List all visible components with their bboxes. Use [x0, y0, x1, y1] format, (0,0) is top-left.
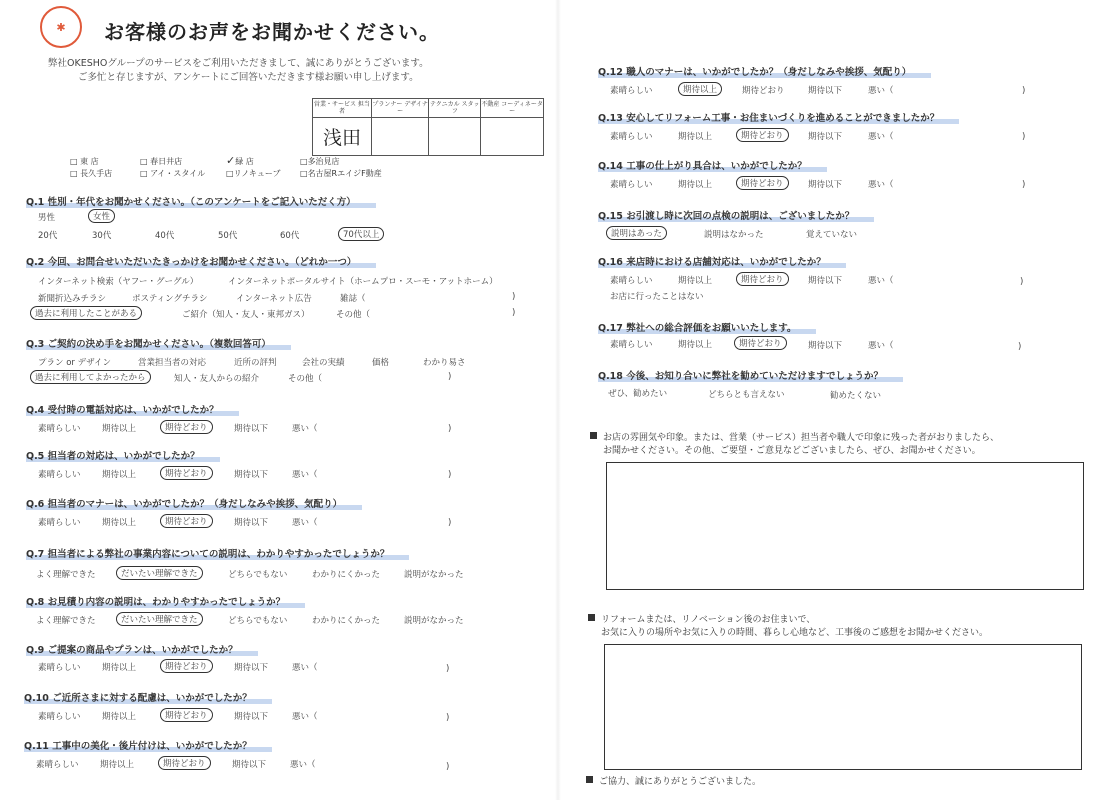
q4-opt-bad[interactable]: 悪い（: [292, 424, 318, 434]
staff-header-planner: プランナー デザイナー: [371, 99, 428, 118]
q1-age-60[interactable]: 60代: [280, 231, 300, 241]
q11-opt-bad[interactable]: 悪い（: [290, 760, 316, 770]
q7-opt-hard[interactable]: わかりにくかった: [312, 570, 381, 580]
q3-opt-friend[interactable]: 知人・友人からの紹介: [174, 374, 260, 384]
q8-opt-none[interactable]: 説明がなかった: [404, 616, 464, 626]
q2-title: Q.2 今回、お問合せいただいたきっかけをお聞かせください。（どれか一つ）: [26, 254, 376, 268]
q11-opt-above[interactable]: 期待以上: [100, 760, 135, 770]
q16-opt-bad[interactable]: 悪い（: [868, 276, 894, 286]
q11-opt-below[interactable]: 期待以下: [232, 760, 267, 770]
staff-planner-field[interactable]: [371, 118, 428, 156]
staff-table: [312, 98, 544, 156]
q17-title: Q.17 弊社への総合評価をお願いいたします。: [598, 320, 816, 334]
store-checkbox-midori[interactable]: ✓緑 店: [226, 154, 254, 167]
q9-opt-bad[interactable]: 悪い（: [292, 663, 318, 673]
q14-opt-bad[interactable]: 悪い（: [868, 180, 894, 190]
q18-opt-not-recommend[interactable]: 勧めたくない: [830, 391, 882, 401]
q6-opt-bad[interactable]: 悪い（: [292, 518, 318, 528]
q2-opt-other[interactable]: その他（: [336, 310, 371, 320]
q11-opt-excellent[interactable]: 素晴らしい: [36, 760, 79, 770]
square-bullet-icon: [586, 776, 593, 783]
q14-opt-expected[interactable]: 期待どおり: [736, 176, 789, 190]
q1-female[interactable]: 女性: [88, 209, 115, 223]
store-checkbox-higashi[interactable]: □ 東 店: [70, 157, 99, 166]
q4-paren: ): [448, 424, 452, 434]
q2-opt-past-use[interactable]: 過去に利用したことがある: [30, 306, 142, 320]
q3-title: Q.3 ご契約の決め手をお聞かせください。（複数回答可）: [26, 336, 291, 350]
q13-opt-bad[interactable]: 悪い（: [868, 132, 894, 142]
q10-opt-below[interactable]: 期待以下: [234, 712, 269, 722]
q2-opt-search[interactable]: インターネット検索（ヤフー・グーグル）: [38, 277, 199, 287]
q3-paren: ): [448, 372, 452, 382]
q1-male[interactable]: 男性: [38, 213, 56, 223]
q14-paren: ): [1022, 180, 1026, 190]
q10-paren: ): [446, 713, 450, 723]
q3-opt-clarity[interactable]: わかり易さ: [423, 358, 466, 368]
q2-paren-2: ): [512, 308, 516, 318]
store-checkbox-tajimi[interactable]: □多治見店: [300, 157, 340, 166]
q11-opt-expected[interactable]: 期待どおり: [158, 756, 211, 770]
q7-opt-neither[interactable]: どちらでもない: [228, 570, 288, 580]
q12-opt-expected[interactable]: 期待どおり: [742, 86, 785, 96]
q1-age-50[interactable]: 50代: [218, 231, 238, 241]
q14-opt-excellent[interactable]: 素晴らしい: [610, 180, 653, 190]
q12-opt-bad[interactable]: 悪い（: [868, 86, 894, 96]
q10-opt-expected[interactable]: 期待どおり: [160, 708, 213, 722]
q12-paren: ): [1022, 86, 1026, 96]
intro-line-1: 弊社OKESHOグループのサービスをご利用いただきまして、誠にありがとうございます。: [48, 58, 429, 69]
q13-opt-expected[interactable]: 期待どおり: [736, 128, 789, 142]
q18-title: Q.18 今後、お知り合いに弊社を勧めていただけますでしょうか？: [598, 368, 903, 382]
received-stamp: ✱: [40, 6, 82, 48]
q3-opt-record[interactable]: 会社の実績: [302, 358, 345, 368]
store-checkbox-renocube[interactable]: □リノキューブ: [226, 169, 281, 178]
staff-name-field[interactable]: 浅田: [313, 118, 372, 156]
store-checkbox-istyle[interactable]: □ アイ・スタイル: [140, 169, 206, 178]
q17-opt-above[interactable]: 期待以上: [678, 340, 713, 350]
q8-opt-well[interactable]: よく理解できた: [36, 616, 96, 626]
intro-line-2: ご多忙と存じますが、アンケートにご回答いただきます様お願い申し上げます。: [78, 72, 419, 83]
q5-opt-expected[interactable]: 期待どおり: [160, 466, 213, 480]
q7-opt-well[interactable]: よく理解できた: [36, 570, 96, 580]
q12-title: Q.12 職人のマナーは、いかがでしたか？（身だしなみや挨拶、気配り）: [598, 64, 931, 78]
q2-opt-referral[interactable]: ご紹介（知人・友人・東邦ガス）: [182, 310, 310, 320]
q14-opt-below[interactable]: 期待以下: [808, 180, 843, 190]
q17-opt-bad[interactable]: 悪い（: [868, 341, 894, 351]
q16-opt-excellent[interactable]: 素晴らしい: [610, 276, 653, 286]
q5-title: Q.5 担当者の対応は、いかがでしたか？: [26, 448, 220, 462]
q16-title: Q.16 来店時における店舗対応は、いかがでしたか？: [598, 254, 846, 268]
q1-title: Q.1 性別・年代をお聞かせください。（このアンケートをご記入いただく方）: [26, 194, 376, 208]
q2-paren-1: ): [512, 292, 516, 302]
q14-opt-above[interactable]: 期待以上: [678, 180, 713, 190]
q15-opt-dont-remember[interactable]: 覚えていない: [806, 230, 858, 240]
check-mark-icon: ✓: [226, 154, 236, 167]
q16-opt-below[interactable]: 期待以下: [808, 276, 843, 286]
q12-opt-above[interactable]: 期待以上: [678, 82, 722, 96]
thanks-message: ご協力、誠にありがとうございました。: [586, 776, 761, 789]
q4-opt-above[interactable]: 期待以上: [102, 424, 137, 434]
staff-header-realestate: 不動産 コーディネーター: [481, 99, 544, 118]
q15-opt-explained[interactable]: 説明はあった: [606, 226, 667, 240]
q16-paren: ): [1020, 277, 1024, 287]
q15-title: Q.15 お引渡し時に次回の点検の説明は、ございましたか？: [598, 208, 874, 222]
q13-opt-excellent[interactable]: 素晴らしい: [610, 132, 653, 142]
q11-paren: ): [446, 762, 450, 772]
page-title: お客様のお声をお聞かせください。: [104, 20, 440, 44]
q6-opt-expected[interactable]: 期待どおり: [160, 514, 213, 528]
q4-opt-excellent[interactable]: 素晴らしい: [38, 424, 81, 434]
q2-opt-posting[interactable]: ポスティングチラシ: [132, 294, 208, 304]
q2-opt-portal[interactable]: インターネットポータルサイト（ホームプロ・スーモ・アットホーム）: [228, 277, 498, 287]
q18-opt-recommend[interactable]: ぜひ、勧めたい: [608, 389, 668, 399]
page-fold: [555, 0, 561, 800]
q13-paren: ): [1022, 132, 1026, 142]
store-checkbox-nagakute[interactable]: □ 長久手店: [70, 169, 113, 178]
q16-opt-never-visited[interactable]: お店に行ったことはない: [610, 292, 704, 302]
comment1-textbox[interactable]: [606, 462, 1084, 590]
store-checkbox-nagoya[interactable]: □名古屋RエイジF動産: [300, 169, 382, 178]
q17-opt-expected[interactable]: 期待どおり: [734, 336, 787, 350]
q13-title: Q.13 安心してリフォーム工事・お住まいづくりを進めることができましたか？: [598, 110, 959, 124]
q14-title: Q.14 工事の仕上がり具合は、いかがでしたか？: [598, 158, 827, 172]
q9-paren: ): [446, 664, 450, 674]
q1-age-20[interactable]: 20代: [38, 231, 58, 241]
square-bullet-icon: [588, 614, 595, 621]
q6-paren: ): [448, 518, 452, 528]
q9-opt-expected[interactable]: 期待どおり: [160, 659, 213, 673]
comment2-textbox[interactable]: [604, 644, 1082, 770]
q8-opt-hard[interactable]: わかりにくかった: [312, 616, 381, 626]
q8-title: Q.8 お見積り内容の説明は、わかりやすかったでしょうか？: [26, 594, 305, 608]
q5-paren: ): [448, 470, 452, 480]
q9-title: Q.9 ご提案の商品やプランは、いかがでしたか？: [26, 642, 258, 656]
q11-title: Q.11 工事中の美化・後片付けは、いかがでしたか？: [24, 738, 272, 752]
comment1-prompt: お店の雰囲気や印象。または、営業（サービス）担当者や職人で印象に残った者がおりましたら、 お聞かせください。その他、ご要望・ご意見などございましたら、ぜひ、お聞かせください。: [590, 432, 999, 458]
square-bullet-icon: [590, 432, 597, 439]
q1-age-40[interactable]: 40代: [155, 231, 175, 241]
q12-opt-excellent[interactable]: 素晴らしい: [610, 86, 653, 96]
q10-opt-bad[interactable]: 悪い（: [292, 712, 318, 722]
q16-opt-expected[interactable]: 期待どおり: [736, 272, 789, 286]
q3-opt-price[interactable]: 価格: [372, 358, 390, 368]
q8-opt-mostly[interactable]: だいたい理解できた: [116, 612, 203, 626]
q6-opt-above[interactable]: 期待以上: [102, 518, 137, 528]
q17-opt-below[interactable]: 期待以下: [808, 341, 843, 351]
comment2-prompt: リフォームまたは、リノベーション後のお住まいで、 お気に入りの場所やお気に入りの時間、暮らし心地など、工事後のご感想をお聞かせください。: [588, 614, 988, 640]
q9-opt-below[interactable]: 期待以下: [234, 663, 269, 673]
q13-opt-below[interactable]: 期待以下: [808, 132, 843, 142]
q6-title: Q.6 担当者のマナーは、いかがでしたか？（身だしなみや挨拶、気配り）: [26, 496, 362, 510]
q10-title: Q.10 ご近所さまに対する配慮は、いかがでしたか？: [24, 690, 272, 704]
q7-opt-mostly[interactable]: だいたい理解できた: [116, 566, 203, 580]
staff-realestate-field[interactable]: [481, 118, 544, 156]
q10-opt-excellent[interactable]: 素晴らしい: [38, 712, 81, 722]
q5-opt-above[interactable]: 期待以上: [102, 470, 137, 480]
staff-header-sales: 営業・サービス 担当者: [313, 99, 372, 118]
q6-opt-excellent[interactable]: 素晴らしい: [38, 518, 81, 528]
q1-age-30[interactable]: 30代: [92, 231, 112, 241]
q5-opt-below[interactable]: 期待以下: [234, 470, 269, 480]
q6-opt-below[interactable]: 期待以下: [234, 518, 269, 528]
q4-title: Q.4 受付時の電話対応は、いかがでしたか？: [26, 402, 239, 416]
q13-opt-above[interactable]: 期待以上: [678, 132, 713, 142]
staff-header-technical: テクニカル スタッフ: [429, 99, 481, 118]
q17-paren: ): [1018, 342, 1022, 352]
q4-opt-expected[interactable]: 期待どおり: [160, 420, 213, 434]
q3-opt-other[interactable]: その他（: [288, 374, 323, 384]
q8-opt-neither[interactable]: どちらでもない: [228, 616, 288, 626]
q2-opt-flyer[interactable]: 新聞折込みチラシ: [38, 294, 107, 304]
q3-opt-plan[interactable]: プラン or デザイン: [38, 358, 112, 368]
q7-opt-none[interactable]: 説明がなかった: [404, 570, 464, 580]
q10-opt-above[interactable]: 期待以上: [102, 712, 137, 722]
q15-opt-not-explained[interactable]: 説明はなかった: [704, 230, 764, 240]
q5-opt-bad[interactable]: 悪い（: [292, 470, 318, 480]
q9-opt-above[interactable]: 期待以上: [102, 663, 137, 673]
q2-opt-netad[interactable]: インターネット広告: [236, 294, 312, 304]
q9-opt-excellent[interactable]: 素晴らしい: [38, 663, 81, 673]
q1-age-70plus[interactable]: 70代以上: [338, 227, 384, 241]
q3-opt-reputation[interactable]: 近所の評判: [234, 358, 277, 368]
q16-opt-above[interactable]: 期待以上: [678, 276, 713, 286]
q2-opt-magazine[interactable]: 雑誌（: [340, 294, 366, 304]
q17-opt-excellent[interactable]: 素晴らしい: [610, 340, 653, 350]
q4-opt-below[interactable]: 期待以下: [234, 424, 269, 434]
q7-title: Q.7 担当者による弊社の事業内容についての説明は、わかりやすかったでしょうか？: [26, 546, 409, 560]
q18-opt-neutral[interactable]: どちらとも言えない: [708, 390, 785, 400]
q3-opt-staff[interactable]: 営業担当者の対応: [138, 358, 207, 368]
q5-opt-excellent[interactable]: 素晴らしい: [38, 470, 81, 480]
q12-opt-below[interactable]: 期待以下: [808, 86, 843, 96]
q3-opt-past-good[interactable]: 過去に利用してよかったから: [30, 370, 151, 384]
store-checkbox-kasugai[interactable]: □ 春日井店: [140, 157, 183, 166]
staff-technical-field[interactable]: [429, 118, 481, 156]
